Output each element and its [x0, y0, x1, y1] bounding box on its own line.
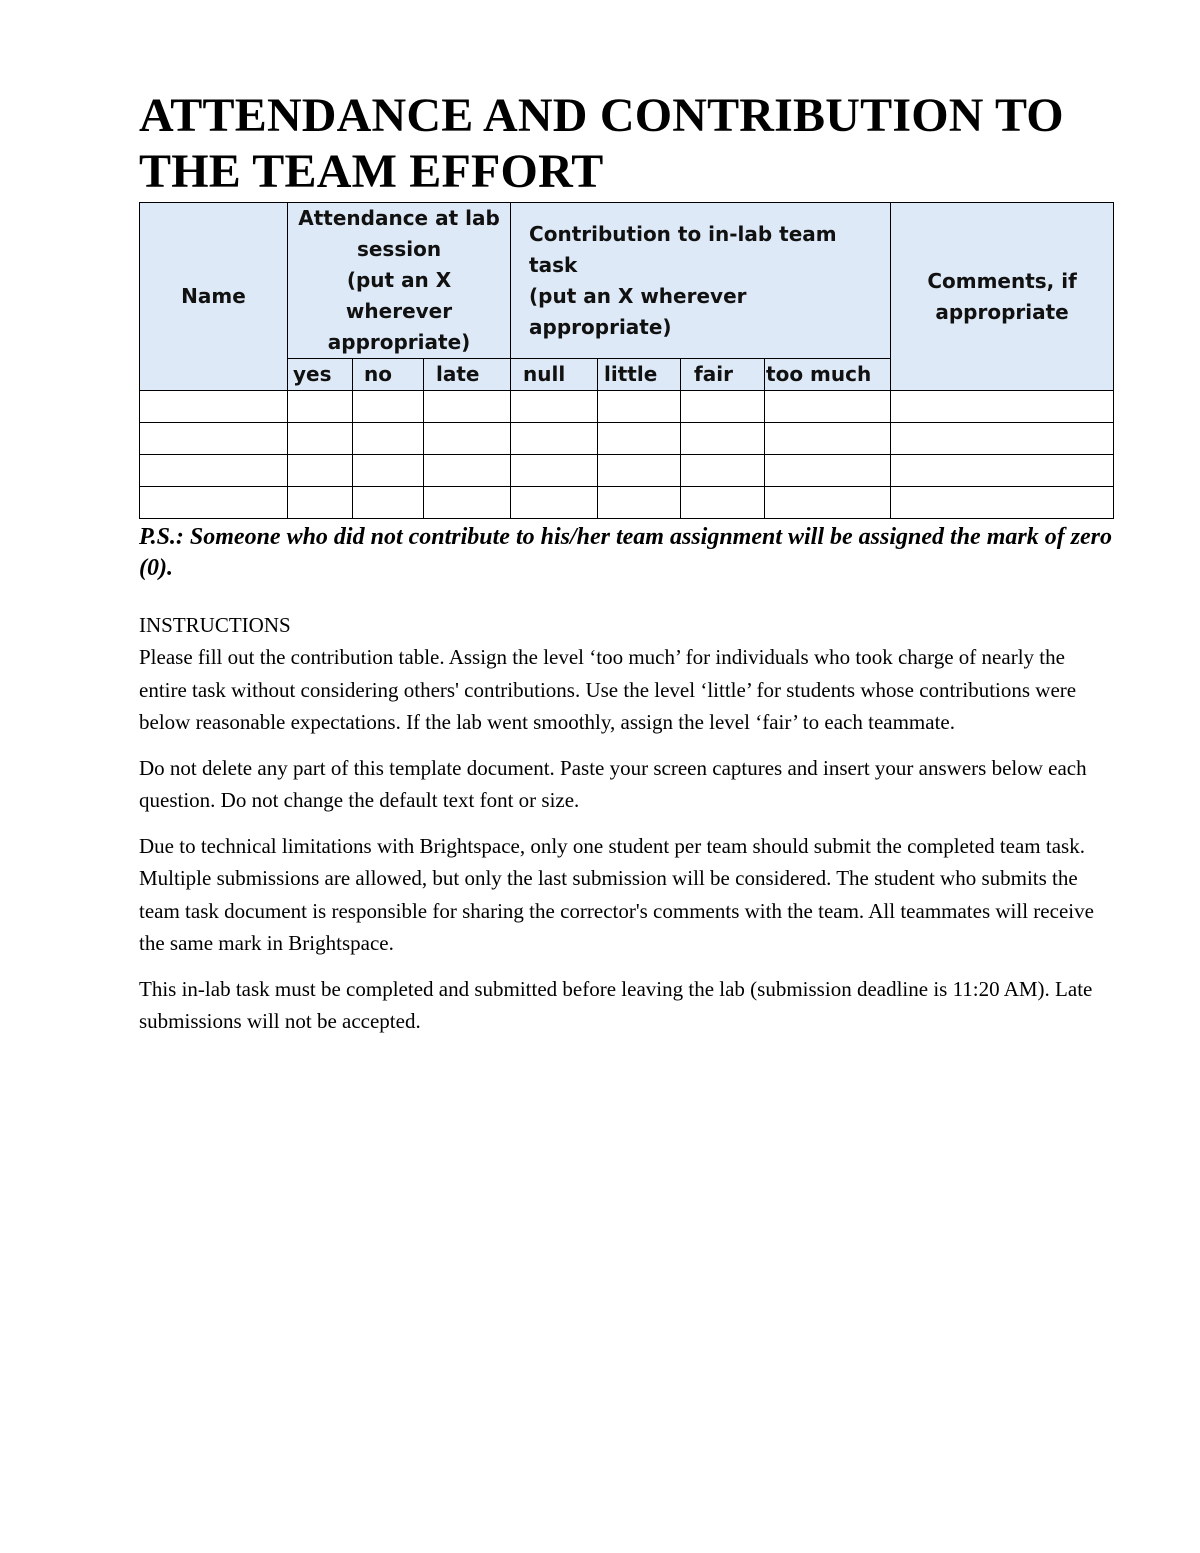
header-attendance	[288, 203, 511, 359]
cell-late[interactable]	[424, 455, 511, 487]
cell-yes[interactable]	[288, 487, 353, 519]
cell-little[interactable]	[598, 455, 681, 487]
cell-yes[interactable]	[288, 391, 353, 423]
cell-late[interactable]	[424, 391, 511, 423]
instructions-heading: INSTRUCTIONS	[139, 613, 291, 637]
cell-name[interactable]	[140, 455, 288, 487]
header-contribution	[511, 203, 891, 359]
instructions-paragraph: Due to technical limitations with Brightspace, only one student per team should submit the completed team task. Multiple submissions are allowed, but only the last submission will be considered. The student who submits the team task document is responsible for sharing the corrector's comments with the team. All teammates will receive the same mark in Brightspace.	[139, 833, 1094, 955]
header-attendance-line: appropriate)	[327, 330, 471, 354]
cell-comments[interactable]	[891, 391, 1114, 423]
cell-null[interactable]	[511, 391, 598, 423]
ps-note: P.S.: Someone who did not contribute to his/her team assignment will be assigned the mark of zero (0).	[139, 524, 1113, 581]
header-attendance-line: (put an X	[346, 268, 452, 292]
cell-fair[interactable]	[681, 455, 765, 487]
cell-no[interactable]	[353, 487, 424, 519]
cell-no[interactable]	[353, 391, 424, 423]
instructions-paragraph: Do not delete any part of this template document. Paste your screen captures and insert your answers below each question. Do not change the default text font or size.	[139, 755, 1087, 812]
cell-yes[interactable]	[288, 423, 353, 455]
cell-name[interactable]	[140, 487, 288, 519]
cell-too-much[interactable]	[765, 423, 891, 455]
table-row	[140, 423, 1114, 455]
cell-late[interactable]	[424, 423, 511, 455]
header-contribution-line: Contribution to in-lab team task	[529, 221, 837, 277]
subheader-little: little	[598, 359, 681, 391]
contribution-table	[139, 202, 1114, 519]
cell-yes[interactable]	[288, 455, 353, 487]
table-header-row	[140, 203, 1114, 359]
cell-name[interactable]	[140, 391, 288, 423]
cell-little[interactable]	[598, 423, 681, 455]
table-row	[140, 455, 1114, 487]
header-attendance-line: wherever	[345, 299, 453, 323]
cell-too-much[interactable]	[765, 391, 891, 423]
subheader-too-much: too much	[765, 359, 891, 391]
header-comments	[891, 203, 1114, 391]
cell-comments[interactable]	[891, 487, 1114, 519]
cell-fair[interactable]	[681, 423, 765, 455]
cell-no[interactable]	[353, 455, 424, 487]
subheader-no: no	[353, 359, 424, 391]
instructions-paragraph: This in-lab task must be completed and submitted before leaving the lab (submission deadline is 11:20 AM). Late submissions will not be accepted.	[139, 976, 1093, 1033]
subheader-fair: fair	[681, 359, 765, 391]
cell-null[interactable]	[511, 423, 598, 455]
header-contribution-line: (put an X wherever appropriate)	[529, 283, 747, 339]
header-comments-line: appropriate	[935, 299, 1069, 324]
table-row	[140, 391, 1114, 423]
subheader-null: null	[511, 359, 598, 391]
cell-null[interactable]	[511, 455, 598, 487]
cell-too-much[interactable]	[765, 455, 891, 487]
document-page	[139, 88, 1113, 1051]
cell-no[interactable]	[353, 423, 424, 455]
header-attendance-line: Attendance at lab	[298, 206, 500, 230]
cell-fair[interactable]	[681, 391, 765, 423]
instructions-paragraph: Please fill out the contribution table. Assign the level ‘too much’ for individuals who took charge of nearly the entire task without considering others' contributions. Use the level ‘little’ for students whose contributions were below reasonable expectations. If the lab went smoothly, assign the level ‘fair’ to each teammate.	[139, 645, 1077, 734]
cell-too-much[interactable]	[765, 487, 891, 519]
cell-null[interactable]	[511, 487, 598, 519]
cell-comments[interactable]	[891, 455, 1114, 487]
cell-little[interactable]	[598, 391, 681, 423]
cell-name[interactable]	[140, 423, 288, 455]
cell-little[interactable]	[598, 487, 681, 519]
header-attendance-line: session	[356, 237, 442, 261]
cell-fair[interactable]	[681, 487, 765, 519]
header-name: Name	[140, 203, 288, 391]
document-title: ATTENDANCE AND CONTRIBUTION TO THE TEAM EFFORT	[139, 89, 1064, 198]
cell-comments[interactable]	[891, 423, 1114, 455]
table-row	[140, 487, 1114, 519]
header-comments-line: Comments, if	[927, 268, 1077, 293]
subheader-yes: yes	[288, 359, 353, 391]
subheader-late: late	[424, 359, 511, 391]
cell-late[interactable]	[424, 487, 511, 519]
